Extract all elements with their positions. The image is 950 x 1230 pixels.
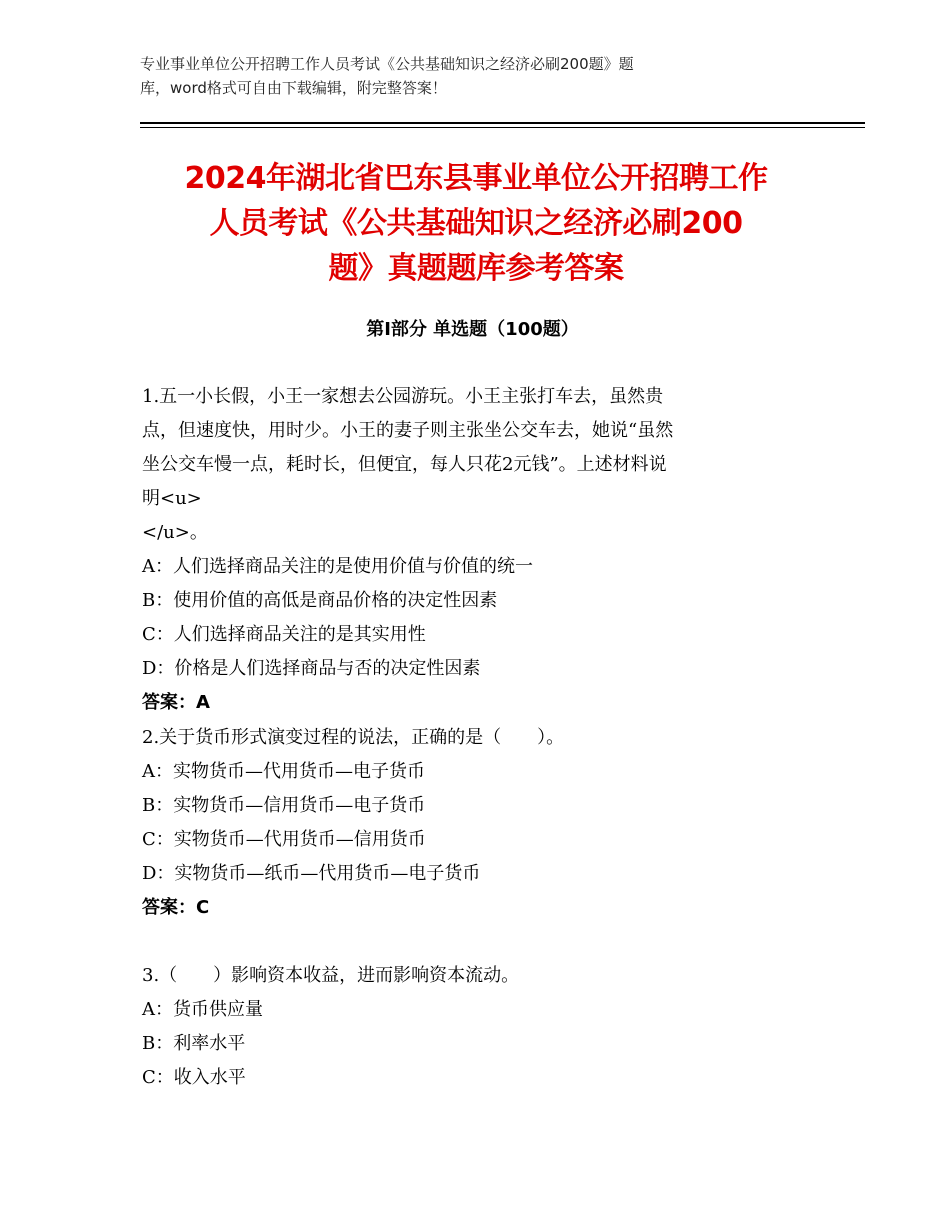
question-stem [142,721,564,755]
title-line-2: 人员考试《公共基础知识之经济必刷200 [209,206,743,241]
document-title [120,156,832,291]
question-line: 1.五一小长假，小王一家想去公园游玩。小王主张打车去，虽然贵 [142,386,664,407]
header-divider-thick [140,122,865,124]
option-a: A：人们选择商品关注的是使用价值与价值的统一 [142,556,533,577]
option-c: C：人们选择商品关注的是其实用性 [142,624,426,645]
question-stem [142,380,673,550]
option-c: C：实物货币—代用货币—信用货币 [142,829,426,850]
title-line-1: 2024年湖北省巴东县事业单位公开招聘工作 [184,161,768,196]
question-stem [142,959,519,993]
question-line: 3.（ ）影响资本收益，进而影响资本流动。 [142,965,520,986]
option-b: B：实物货币—信用货币—电子货币 [142,795,426,816]
question-1 [142,380,673,720]
question-line: 点，但速度快，用时少。小王的妻子则主张坐公交车去，她说“虽然 [142,420,674,441]
header-note [140,52,780,100]
option-a: A：实物货币—代用货币—电子货币 [142,761,425,782]
question-2 [142,721,564,925]
header-divider-thin [140,127,865,128]
header-note-line-1: 专业事业单位公开招聘工作人员考试《公共基础知识之经济必刷200题》题 [140,55,634,73]
option-b: B：使用价值的高低是商品价格的决定性因素 [142,590,498,611]
header-note-line-2: 库，word格式可自由下载编辑，附完整答案！ [140,79,447,97]
question-3 [142,959,519,1095]
option-d: D：实物货币—纸币—代用货币—电子货币 [142,863,481,884]
option-c: C：收入水平 [142,1067,246,1088]
answer-label: 答案：A [142,692,210,713]
question-line-start: 明<u> [142,488,202,509]
option-b: B：利率水平 [142,1033,246,1054]
option-d: D：价格是人们选择商品与否的决定性因素 [142,658,481,679]
question-line: 坐公交车慢一点，耗时长，但便宜，每人只花2元钱”。上述材料说 [142,454,667,475]
title-line-3: 题》真题题库参考答案 [328,251,624,286]
answer-label: 答案：C [142,897,210,918]
question-line-end: </u>。 [142,522,208,543]
section-heading: 第Ⅰ部分 单选题（100题） [366,319,579,340]
option-a: A：货币供应量 [142,999,263,1020]
question-line: 2.关于货币形式演变过程的说法，正确的是（ ）。 [142,727,565,748]
question-line [142,482,673,550]
